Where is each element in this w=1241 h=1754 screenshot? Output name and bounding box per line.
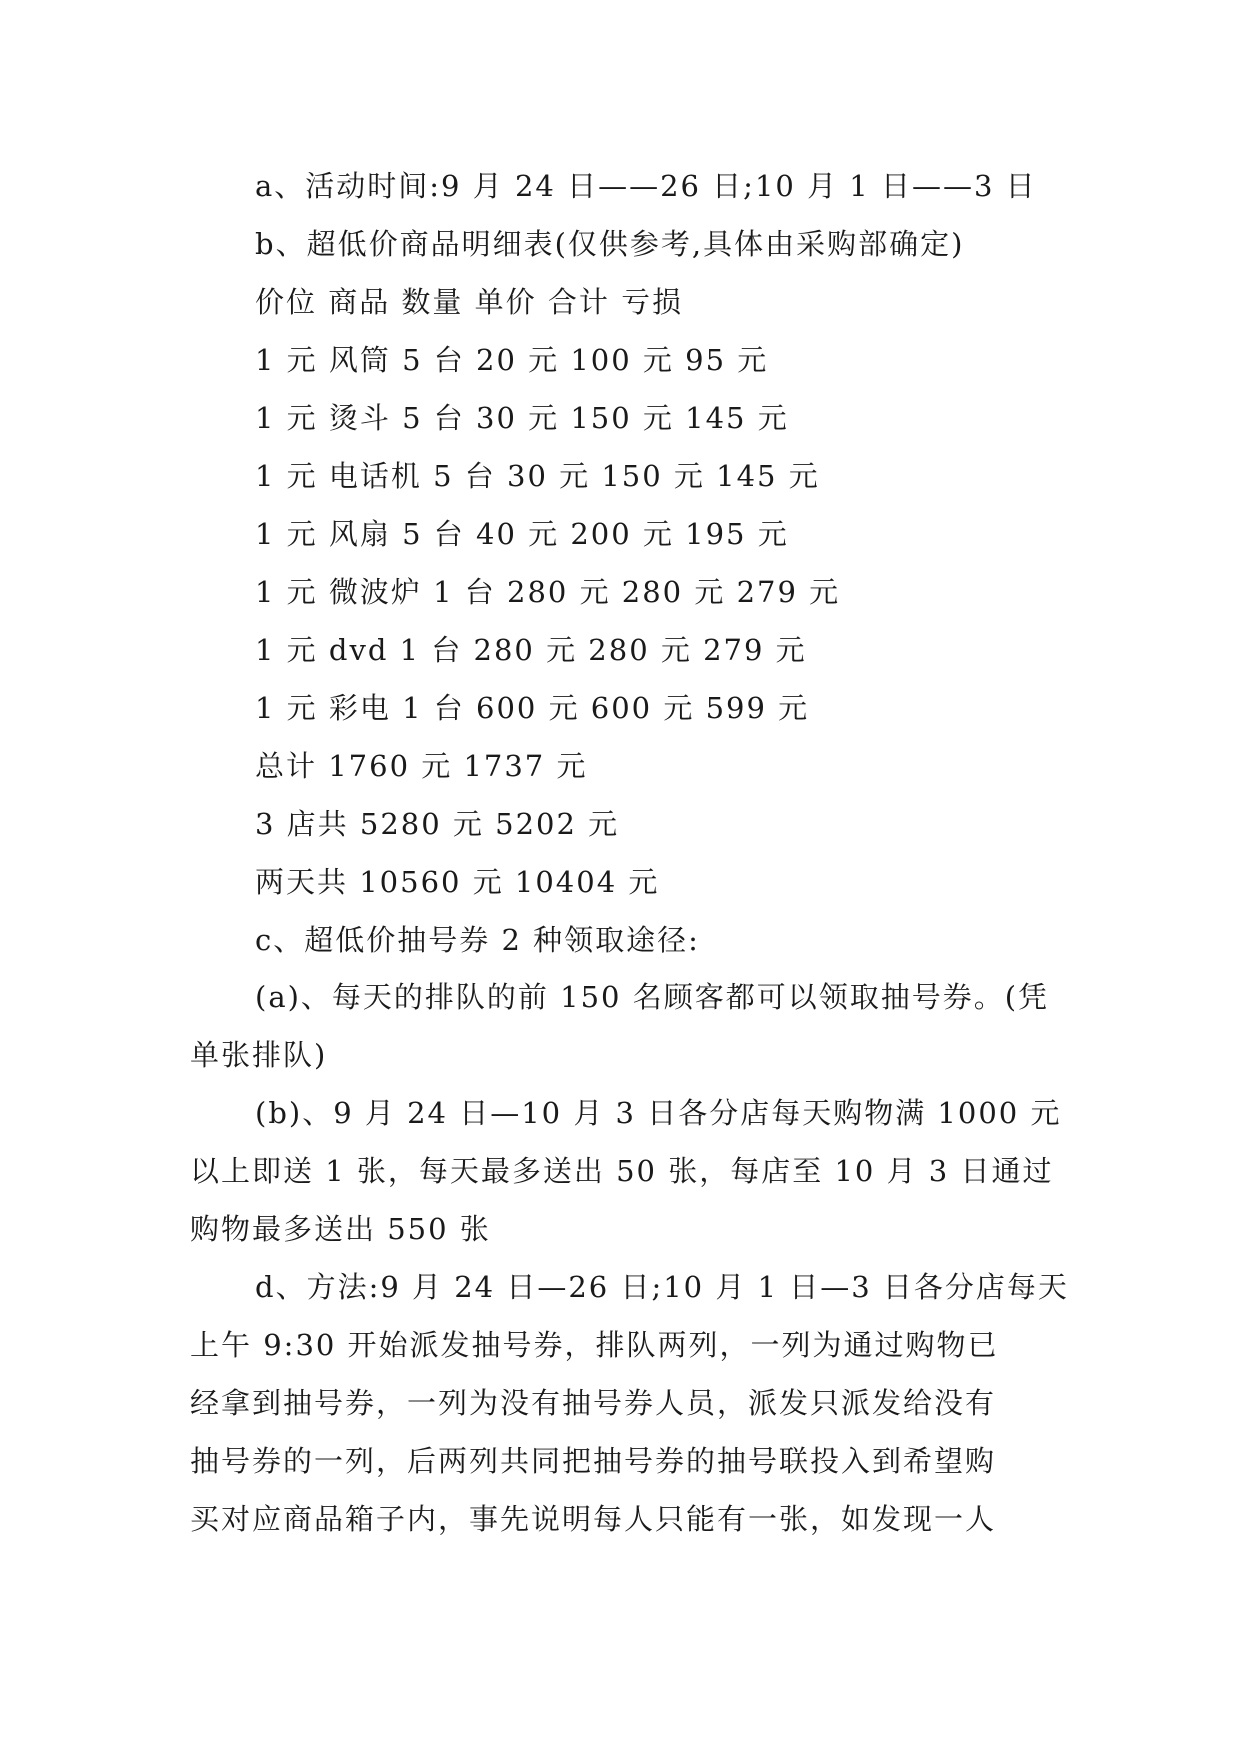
paragraph-a-line: (a)、每天的排队的前 150 名顾客都可以领取抽号券。(凭 bbox=[255, 980, 1050, 1014]
activity-time-line: a、活动时间:9 月 24 日——26 日;10 月 1 日——3 日 bbox=[255, 169, 1037, 203]
total-line: 总计 1760 元 1737 元 bbox=[255, 749, 588, 783]
table-row: 1 元 烫斗 5 台 30 元 150 元 145 元 bbox=[255, 401, 789, 435]
paragraph-a-line: 单张排队) bbox=[190, 1038, 328, 1072]
product-list-heading: b、超低价商品明细表(仅供参考,具体由采购部确定) bbox=[255, 227, 965, 261]
paragraph-d-line: 经拿到抽号券，一列为没有抽号券人员，派发只派发给没有 bbox=[190, 1386, 997, 1420]
table-row: 1 元 电话机 5 台 30 元 150 元 145 元 bbox=[255, 459, 820, 493]
three-stores-total-line: 3 店共 5280 元 5202 元 bbox=[255, 807, 620, 841]
table-row: 1 元 风扇 5 台 40 元 200 元 195 元 bbox=[255, 517, 789, 551]
paragraph-d-line: 抽号券的一列，后两列共同把抽号券的抽号联投入到希望购 bbox=[190, 1444, 997, 1478]
table-row: 1 元 彩电 1 台 600 元 600 元 599 元 bbox=[255, 691, 810, 725]
paragraph-b-line: 以上即送 1 张，每天最多送出 50 张，每店至 10 月 3 日通过 bbox=[190, 1154, 1054, 1188]
paragraph-d-line: d、方法:9 月 24 日—26 日;10 月 1 日—3 日各分店每天 bbox=[255, 1270, 1069, 1304]
paragraph-b-line: 购物最多送出 550 张 bbox=[190, 1212, 491, 1246]
table-row: 1 元 风筒 5 台 20 元 100 元 95 元 bbox=[255, 343, 769, 377]
paragraph-d-line: 买对应商品箱子内，事先说明每人只能有一张，如发现一人 bbox=[190, 1502, 997, 1536]
table-row: 1 元 dvd 1 台 280 元 280 元 279 元 bbox=[255, 633, 807, 667]
paragraph-b-line: (b)、9 月 24 日—10 月 3 日各分店每天购物满 1000 元 bbox=[255, 1096, 1062, 1130]
two-days-total-line: 两天共 10560 元 10404 元 bbox=[255, 865, 660, 899]
paragraph-d-line: 上午 9:30 开始派发抽号券，排队两列，一列为通过购物已 bbox=[190, 1328, 999, 1362]
table-header-line: 价位 商品 数量 单价 合计 亏损 bbox=[255, 285, 684, 319]
table-row: 1 元 微波炉 1 台 280 元 280 元 279 元 bbox=[255, 575, 841, 609]
coupon-methods-heading: c、超低价抽号券 2 种领取途径: bbox=[255, 923, 700, 957]
